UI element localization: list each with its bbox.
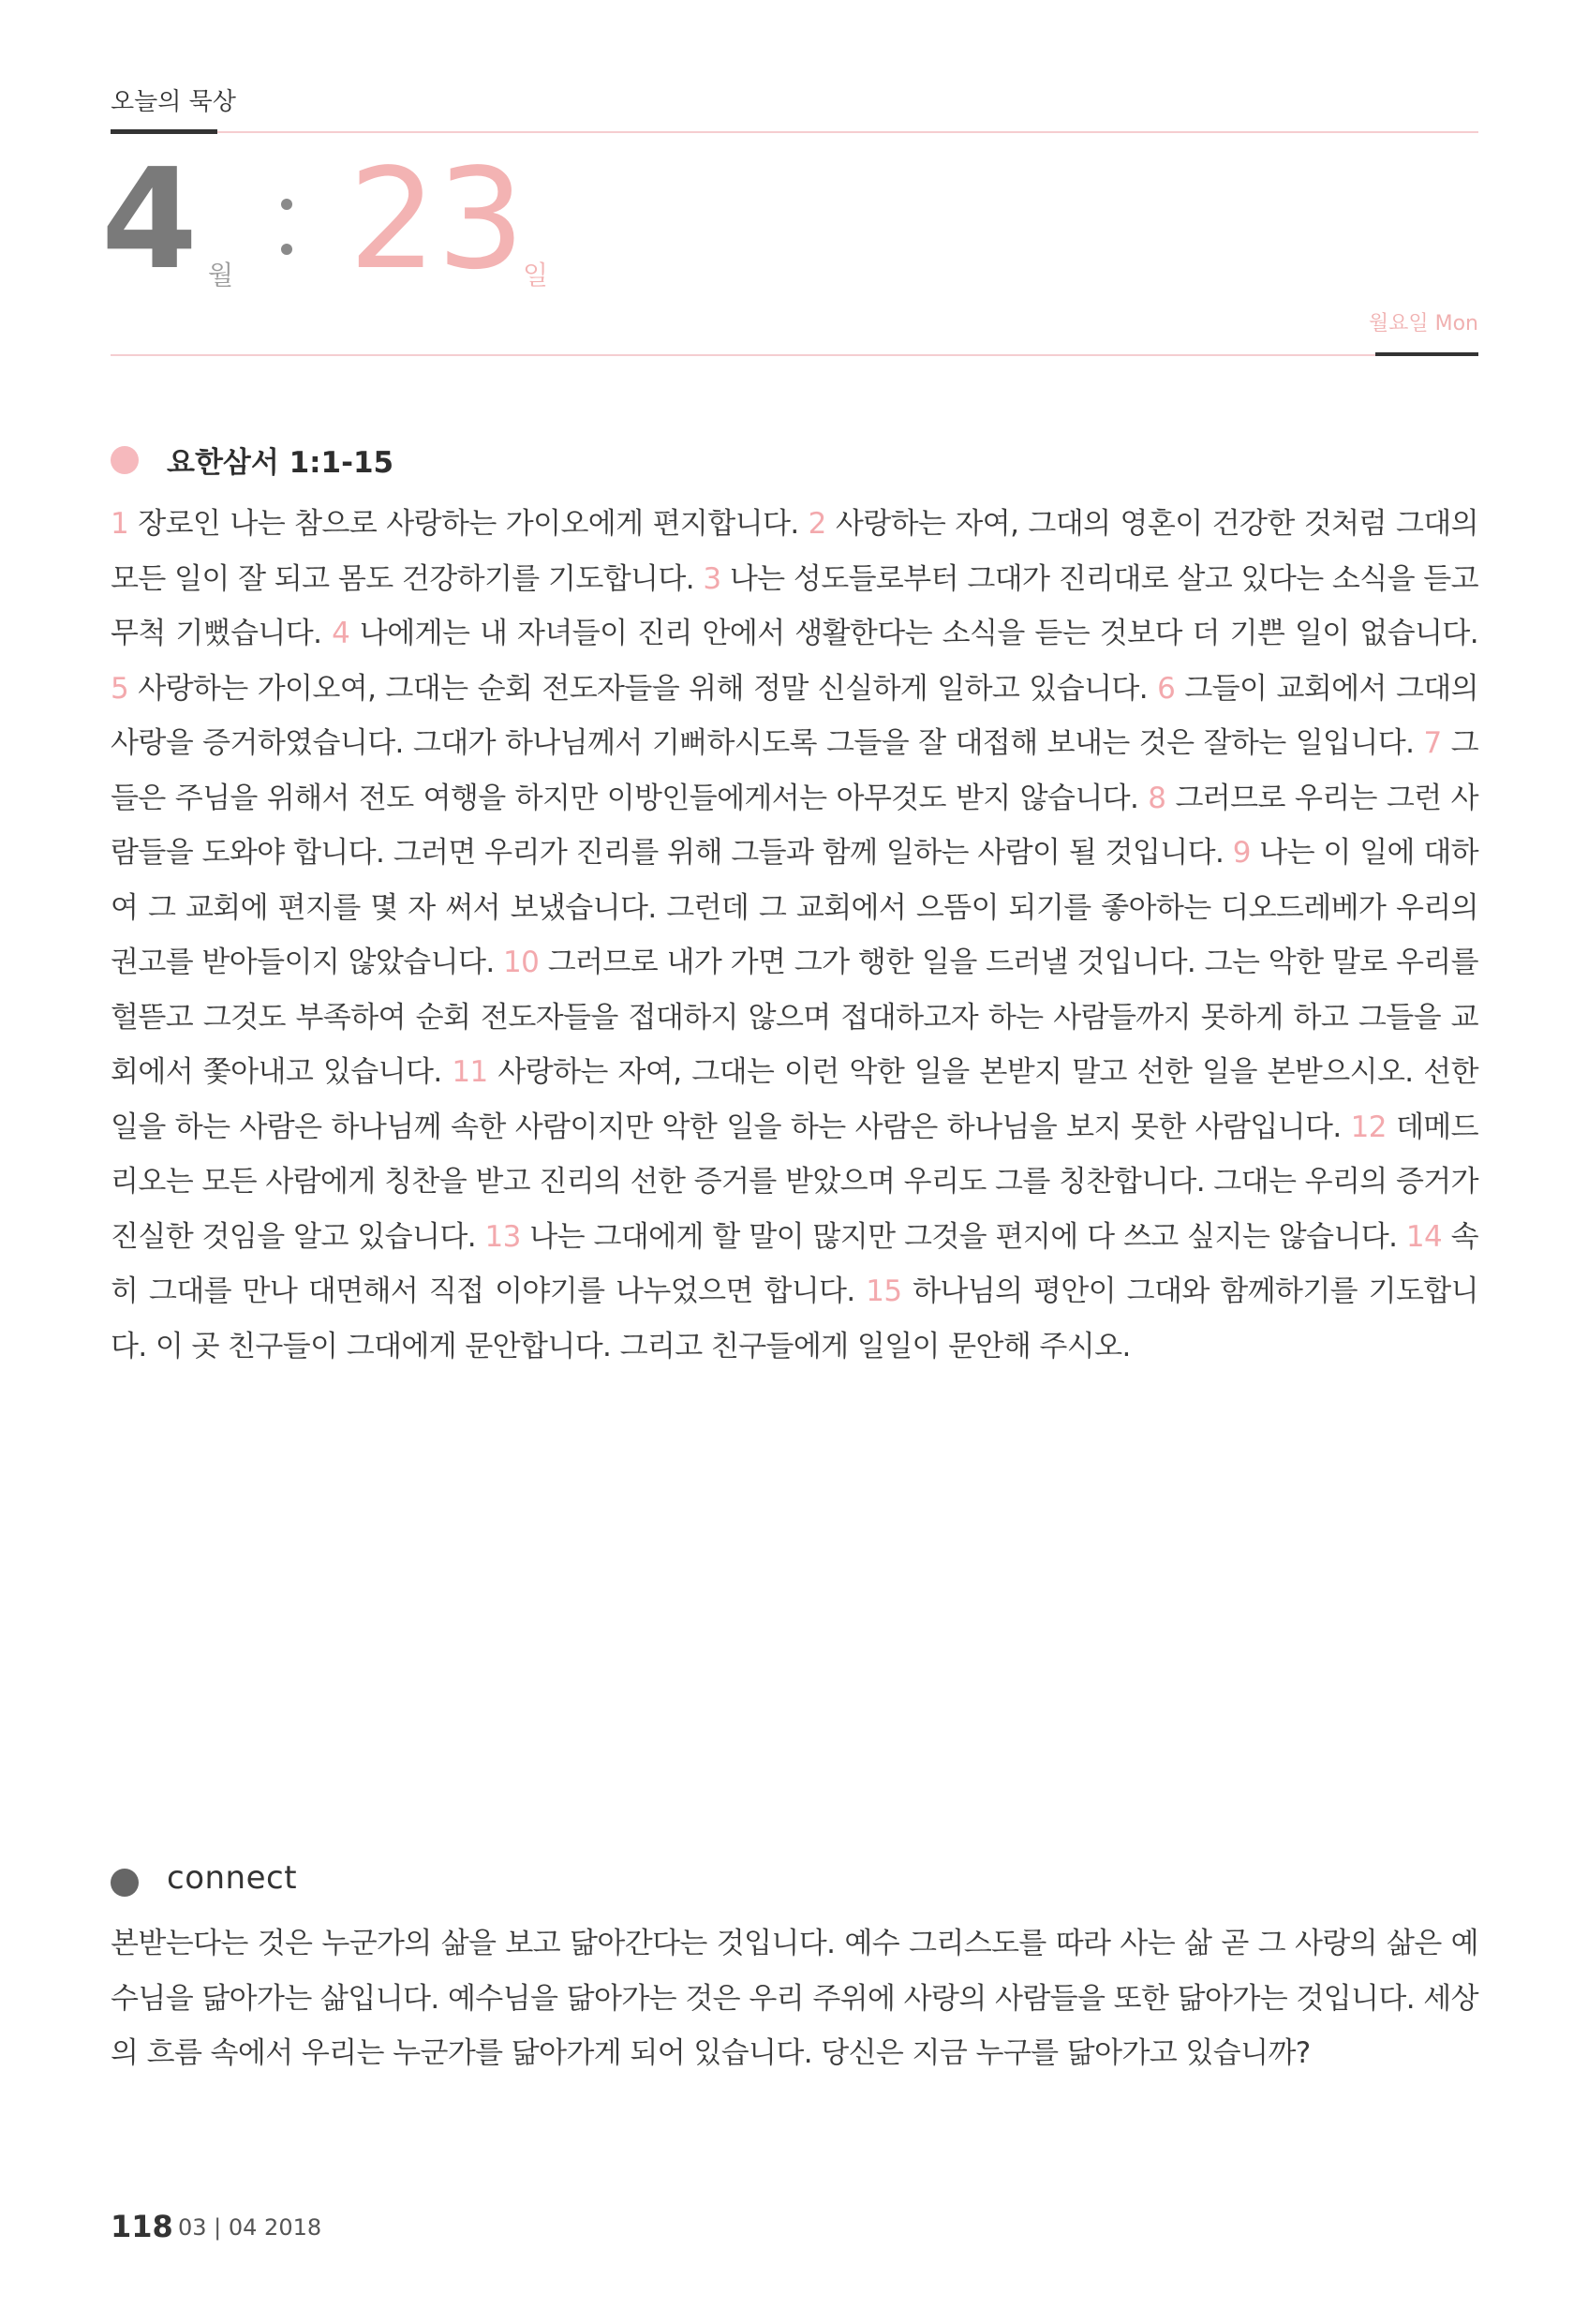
connect-title: connect <box>167 1859 298 1897</box>
date-divider <box>111 354 1375 356</box>
verse-text: 그러므로 내가 가면 그가 행한 일을 드러낼 것입니다. 그는 악한 말로 우리를 헐뜯고 그것도 부족하여 순회 전도자들을 접대하지 않으며 접대하고자 하는 사람들까지 못하게 하고 그들을 교회에서 쫓아내고 있습니다. <box>111 946 1478 1089</box>
section-label: 오늘의 묵상 <box>111 88 236 116</box>
connect-text: 본받는다는 것은 누군가의 삶을 보고 닮아간다는 것입니다. 예수 그리스도를 따라 사는 삶 곧 그 사랑의 삶은 예수님을 닮아가는 삶입니다. 예수님을 닮아가는 것은 우리 주위에 사랑의 사람들을 또한 닮아가는 것입니다. 세상의 흐름 속에서 우리는 누군가를 닮아가게 되어 있습니다. 당신은 지금 누구를 닮아가고 있습니까? <box>111 1927 1478 2070</box>
verse-text: 데메드리오는 모든 사람에게 칭찬을 받고 진리의 선한 증거를 받았으며 우리도 그를 칭찬합니다. 그대는 우리의 증거가 진실한 것임을 알고 있습니다. <box>111 1110 1479 1254</box>
date-month: 4 <box>101 139 198 300</box>
scripture-text <box>111 497 1478 1374</box>
verse-text: 나는 그대에게 할 말이 많지만 그것을 편지에 다 쓰고 싶지는 않습니다. <box>520 1219 1406 1254</box>
header-divider <box>217 131 1478 133</box>
verse-text: 그들은 주님을 위해서 전도 여행을 하지만 이방인들에게서는 아무것도 받지 않습니다. <box>111 726 1478 815</box>
weekday-underline <box>1375 352 1478 356</box>
verse-number: 10 <box>503 946 540 979</box>
verse-number: 2 <box>808 507 826 541</box>
connect-bullet-icon <box>111 1869 139 1897</box>
verse-number: 5 <box>111 671 129 706</box>
verse-number: 15 <box>866 1274 902 1308</box>
date-day-unit: 일 <box>523 260 549 290</box>
verse-text: 사랑하는 가이오여, 그대는 순회 전도자들을 위해 정말 신실하게 일하고 있습니다. <box>128 671 1158 706</box>
verse-text: 나는 이 일에 대하여 그 교회에 편지를 몇 자 써서 보냈습니다. 그런데 그 교회에서 으뜸이 되기를 좋아하는 디오드레베가 우리의 권고를 받아들이지 않았습니다. <box>111 836 1479 979</box>
verse-number: 14 <box>1405 1219 1443 1254</box>
weekday-label: 월요일 Mon <box>1368 312 1478 335</box>
verse-number: 12 <box>1350 1110 1387 1144</box>
verse-number: 3 <box>703 561 721 596</box>
verse-text: 그러므로 우리는 그런 사람들을 도와야 합니다. 그러면 우리가 진리를 위해 그들과 함께 일하는 사람이 될 것입니다. <box>111 781 1478 870</box>
verse-text: 사랑하는 자여, 그대는 이런 악한 일을 본받지 말고 선한 일을 본받으시오. 선한 일을 하는 사람은 하나님께 속한 사람이지만 악한 일을 하는 사람은 하나님을 보지 못한 사람입니다. <box>111 1055 1479 1144</box>
header-underline <box>111 129 217 134</box>
scripture-bullet-icon <box>111 446 139 474</box>
issue-label: 03 | 04 2018 <box>178 2214 322 2241</box>
verse-number: 11 <box>452 1055 488 1089</box>
verse-text: 나는 성도들로부터 그대가 진리대로 살고 있다는 소식을 듣고 무척 기뻤습니다. <box>111 561 1478 650</box>
verse-number: 4 <box>332 617 350 650</box>
verse-number: 6 <box>1157 671 1176 706</box>
page-number: 118 <box>111 2209 173 2244</box>
verse-number: 7 <box>1423 726 1442 760</box>
verse-number: 13 <box>484 1219 521 1254</box>
verse-number: 9 <box>1232 836 1251 870</box>
date-colon-dot-bottom <box>281 244 292 255</box>
verse-text: 하나님의 평안이 그대와 함께하기를 기도합니다. 이 곳 친구들이 그대에게 문안합니다. 그리고 친구들에게 일일이 문안해 주시오. <box>111 1274 1479 1363</box>
verse-text: 속히 그대를 만나 대면해서 직접 이야기를 나누었으면 합니다. <box>111 1219 1479 1308</box>
verse-text: 장로인 나는 참으로 사랑하는 가이오에게 편지합니다. <box>128 507 809 541</box>
verse-text: 사랑하는 자여, 그대의 영혼이 건강한 것처럼 그대의 모든 일이 잘 되고 몸도 건강하기를 기도합니다. <box>111 507 1478 596</box>
date-day: 23 <box>349 139 526 300</box>
verse-number: 1 <box>111 507 129 541</box>
verse-text: 그들이 교회에서 그대의 사랑을 증거하였습니다. 그대가 하나님께서 기뻐하시도록 그들을 잘 대접해 보내는 것은 잘하는 일입니다. <box>111 671 1478 760</box>
verse-number: 8 <box>1148 781 1166 815</box>
date-month-unit: 월 <box>208 260 234 290</box>
date-colon-dot-top <box>281 199 292 210</box>
scripture-reference: 요한삼서 1:1-15 <box>167 446 394 480</box>
verse-text: 나에게는 내 자녀들이 진리 안에서 생활한다는 소식을 듣는 것보다 더 기쁜 일이 없습니다. <box>349 617 1478 650</box>
